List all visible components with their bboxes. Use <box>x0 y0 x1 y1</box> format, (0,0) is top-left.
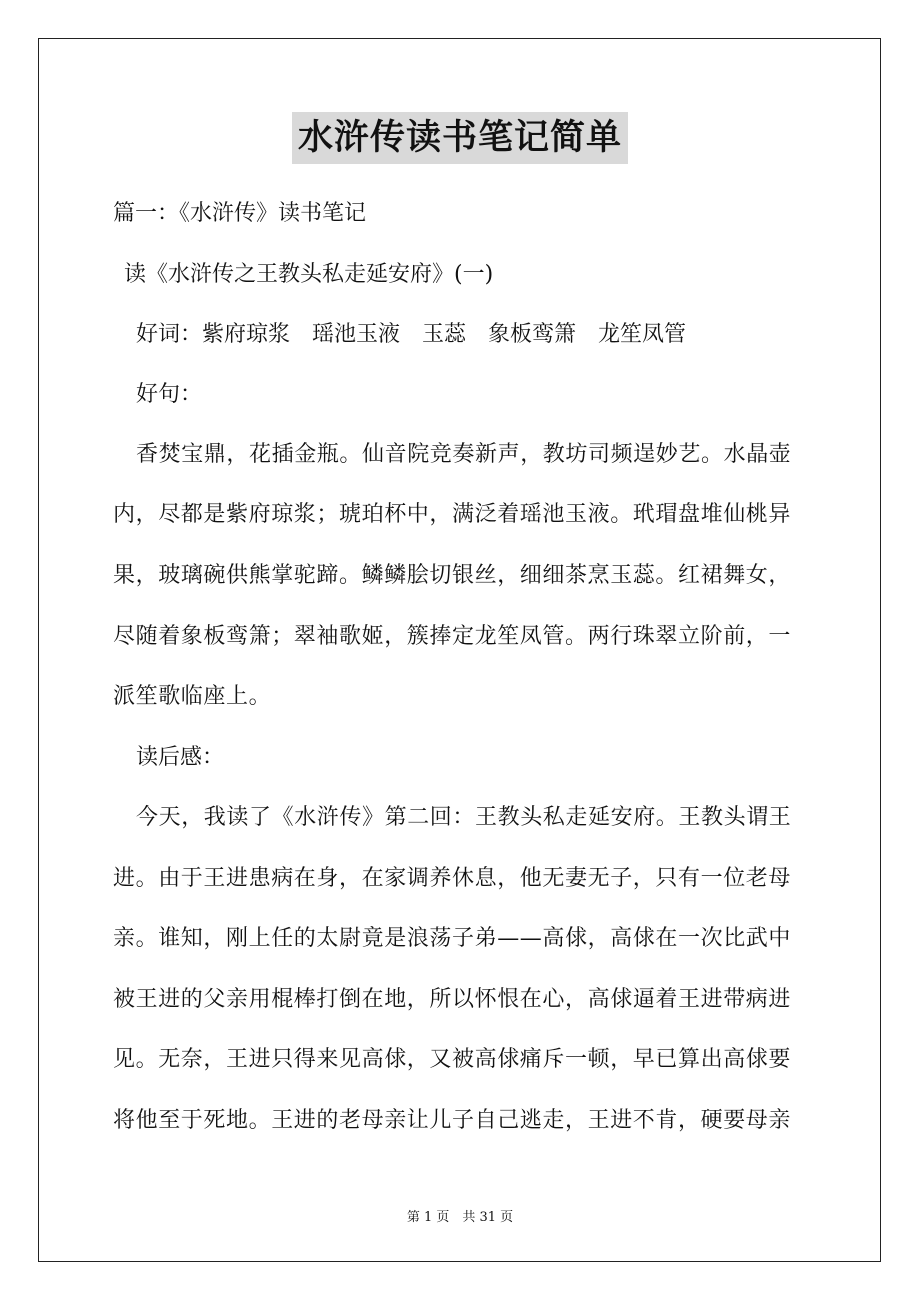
passage-line: 香焚宝鼎，花插金瓶。仙音院竞奏新声，教坊司频逞妙艺。水晶壶 <box>136 442 792 467</box>
good-words: 好词：紫府琼浆 瑶池玉液 玉蕊 象板鸾箫 龙笙凤管 <box>136 322 687 347</box>
document-title <box>0 112 920 164</box>
reflection-line: 今天，我读了《水浒传》第二回：王教头私走延安府。王教头谓王 <box>136 805 792 830</box>
subheading: 读《水浒传之王教头私走延安府》(一) <box>124 262 494 287</box>
reflection-line: 将他至于死地。王进的老母亲让儿子自己逃走，王进不肯，硬要母亲 <box>113 1108 792 1133</box>
passage-line: 内，尽都是紫府琼浆；琥珀杯中，满泛着瑶池玉液。玳瑁盘堆仙桃异 <box>113 502 792 527</box>
passage-line: 尽随着象板鸾箫；翠袖歌姬，簇捧定龙笙凤管。两行珠翠立阶前，一 <box>113 624 792 649</box>
reflection-line: 亲。谁知，刚上任的太尉竟是浪荡子弟——高俅，高俅在一次比武中 <box>113 926 792 951</box>
page-number: 第 1 页 共 31 页 <box>406 1210 514 1225</box>
title-text: 水浒传读书笔记简单 <box>292 112 628 164</box>
passage-line: 派笙歌临座上。 <box>113 684 272 709</box>
section-heading: 篇一：《水浒传》读书笔记 <box>113 201 367 226</box>
passage-line: 果，玻璃碗供熊掌驼蹄。鳞鳞脍切银丝，细细茶烹玉蕊。红裙舞女， <box>113 563 792 588</box>
reflection-line: 进。由于王进患病在身，在家调养休息，他无妻无子，只有一位老母 <box>113 866 792 891</box>
reflection-line: 见。无奈，王进只得来见高俅，又被高俅痛斥一顿，早已算出高俅要 <box>113 1047 792 1072</box>
reflection-line: 被王进的父亲用棍棒打倒在地，所以怀恨在心，高俅逼着王进带病进 <box>113 987 792 1012</box>
reflection-label: 读后感： <box>136 745 225 770</box>
good-sentences-label: 好句： <box>136 382 203 407</box>
